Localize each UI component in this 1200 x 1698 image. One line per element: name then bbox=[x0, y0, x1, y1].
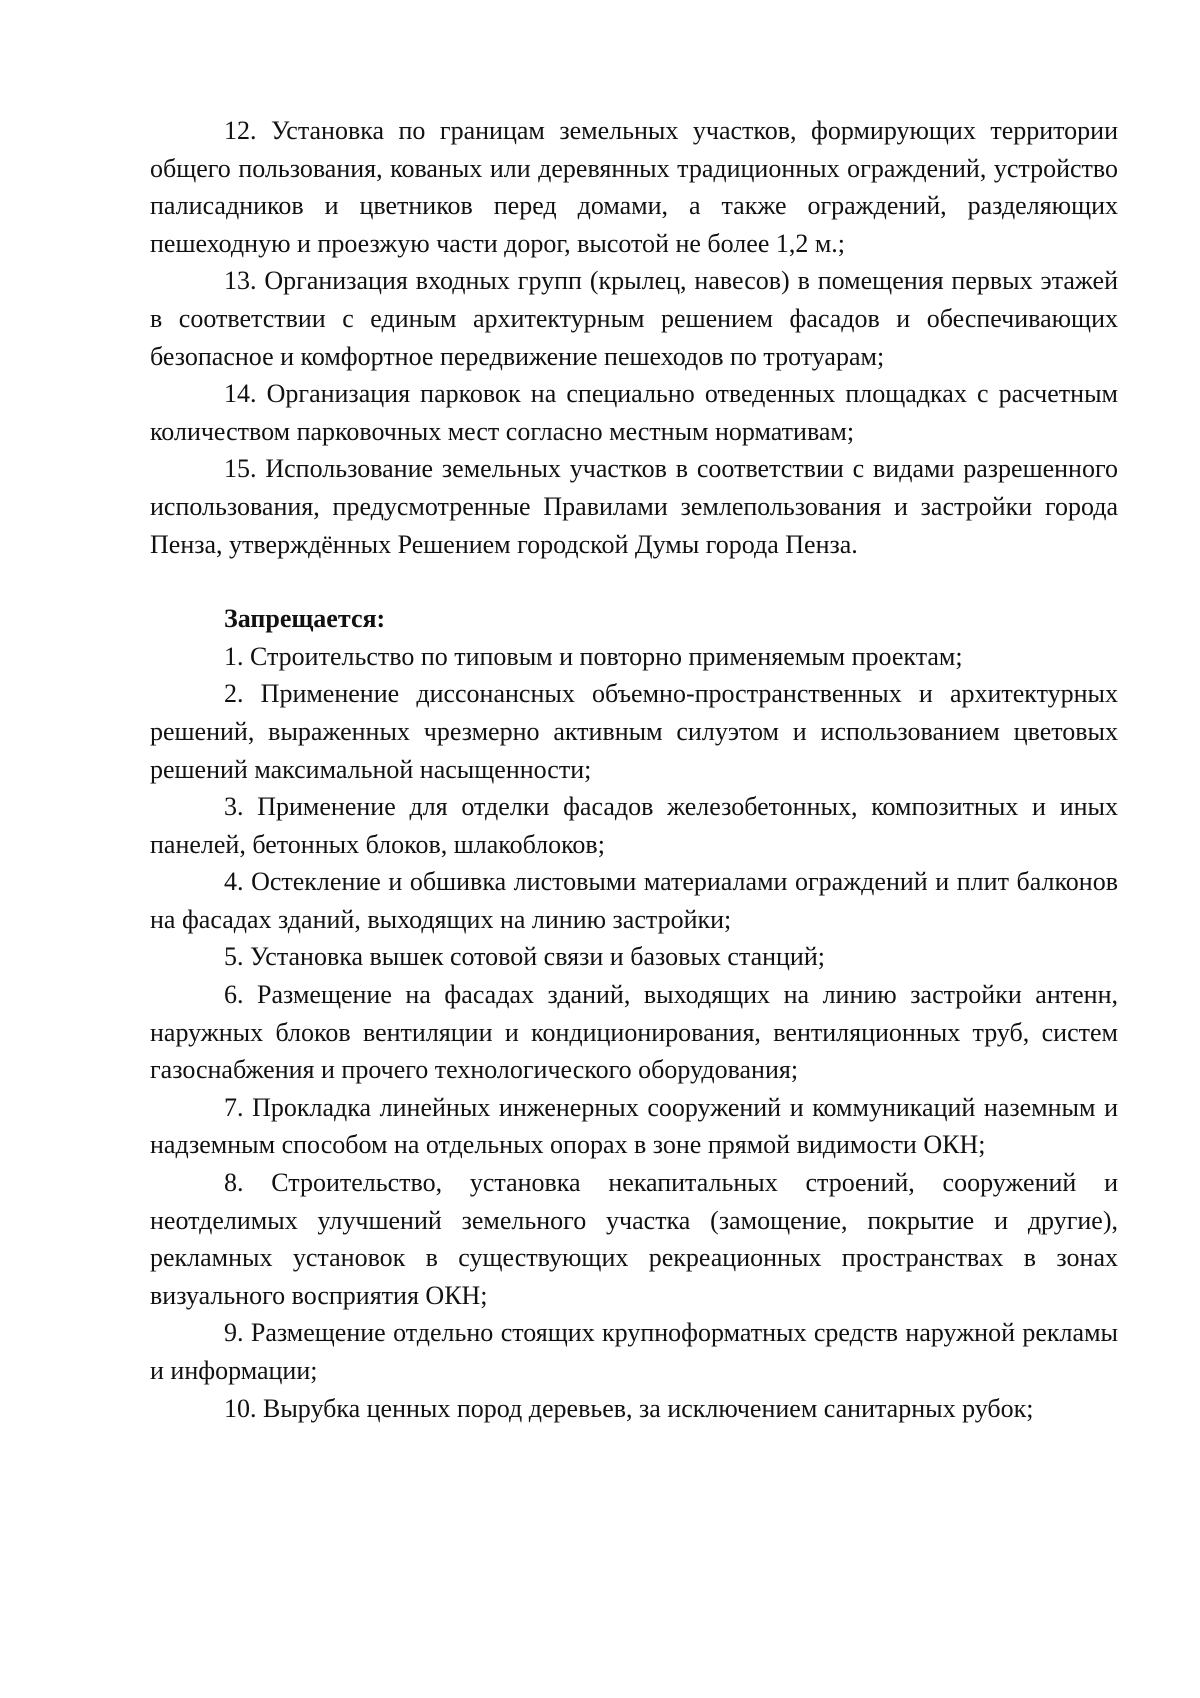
allowed-item-15: 15. Использование земельных участков в соответствии с видами разрешенного использования, предусмотренные Правилами землепользования и застройки города Пенза, утверждённых Решением городской Думы города Пенза. bbox=[150, 454, 1118, 559]
prohibited-heading: Запрещается: bbox=[224, 604, 386, 634]
prohibited-item-4: 4. Остекление и обшивка листовыми материалами ограждений и плит балконов на фасадах зданий, выходящих на линию застройки; bbox=[150, 867, 1118, 934]
allowed-item-14: 14. Организация парковок на специально отведенных площадках с расчетным количеством парковочных мест согласно местным нормативам; bbox=[150, 379, 1118, 446]
allowed-item-13: 13. Организация входных групп (крылец, навесов) в помещения первых этажей в соответствии с единым архитектурным решением фасадов и обеспечивающих безопасное и комфортное передвижение пешеходов по тротуарам; bbox=[150, 266, 1118, 371]
prohibited-item-2: 2. Применение диссонансных объемно-пространственных и архитектурных решений, выраженных чрезмерно активным силуэтом и использованием цветовых решений максимальной насыщенности; bbox=[150, 679, 1118, 784]
prohibited-item-7: 7. Прокладка линейных инженерных сооружений и коммуникаций наземным и надземным способом на отдельных опорах в зоне прямой видимости ОКН; bbox=[150, 1092, 1118, 1160]
prohibited-item-1: 1. Строительство по типовым и повторно применяемым проектам; bbox=[224, 641, 963, 671]
prohibited-item-10: 10. Вырубка ценных пород деревьев, за исключением санитарных рубок; bbox=[224, 1393, 1034, 1423]
prohibited-item-5: 5. Установка вышек сотовой связи и базовых станций; bbox=[224, 942, 825, 972]
document-page bbox=[150, 112, 1118, 1427]
prohibited-item-3: 3. Применение для отделки фасадов железобетонных, композитных и иных панелей, бетонных блоков, шлакоблоков; bbox=[150, 792, 1118, 859]
prohibited-item-6: 6. Размещение на фасадах зданий, выходящих на линию застройки антенн, наружных блоков вентиляции и кондиционирования, вентиляционных труб, систем газоснабжения и прочего технологического оборудования; bbox=[150, 980, 1118, 1085]
allowed-item-12: 12. Установка по границам земельных участков, формирующих территории общего пользования, кованых или деревянных традиционных ограждений, устройство палисадников и цветников перед домами, а также ограждений, разделяющих пешеходную и проезжую части дорог, высотой не более 1,2 м.; bbox=[150, 116, 1118, 258]
section-spacer bbox=[150, 563, 1118, 600]
prohibited-item-9: 9. Размещение отдельно стоящих крупноформатных средств наружной рекламы и информации; bbox=[150, 1318, 1118, 1385]
prohibited-item-8: 8. Строительство, установка некапитальных строений, сооружений и неотделимых улучшений земельного участка (замощение, покрытие и другие), рекламных установок в существующих рекреационных пространствах в зонах визуального восприятия ОКН; bbox=[150, 1168, 1118, 1310]
